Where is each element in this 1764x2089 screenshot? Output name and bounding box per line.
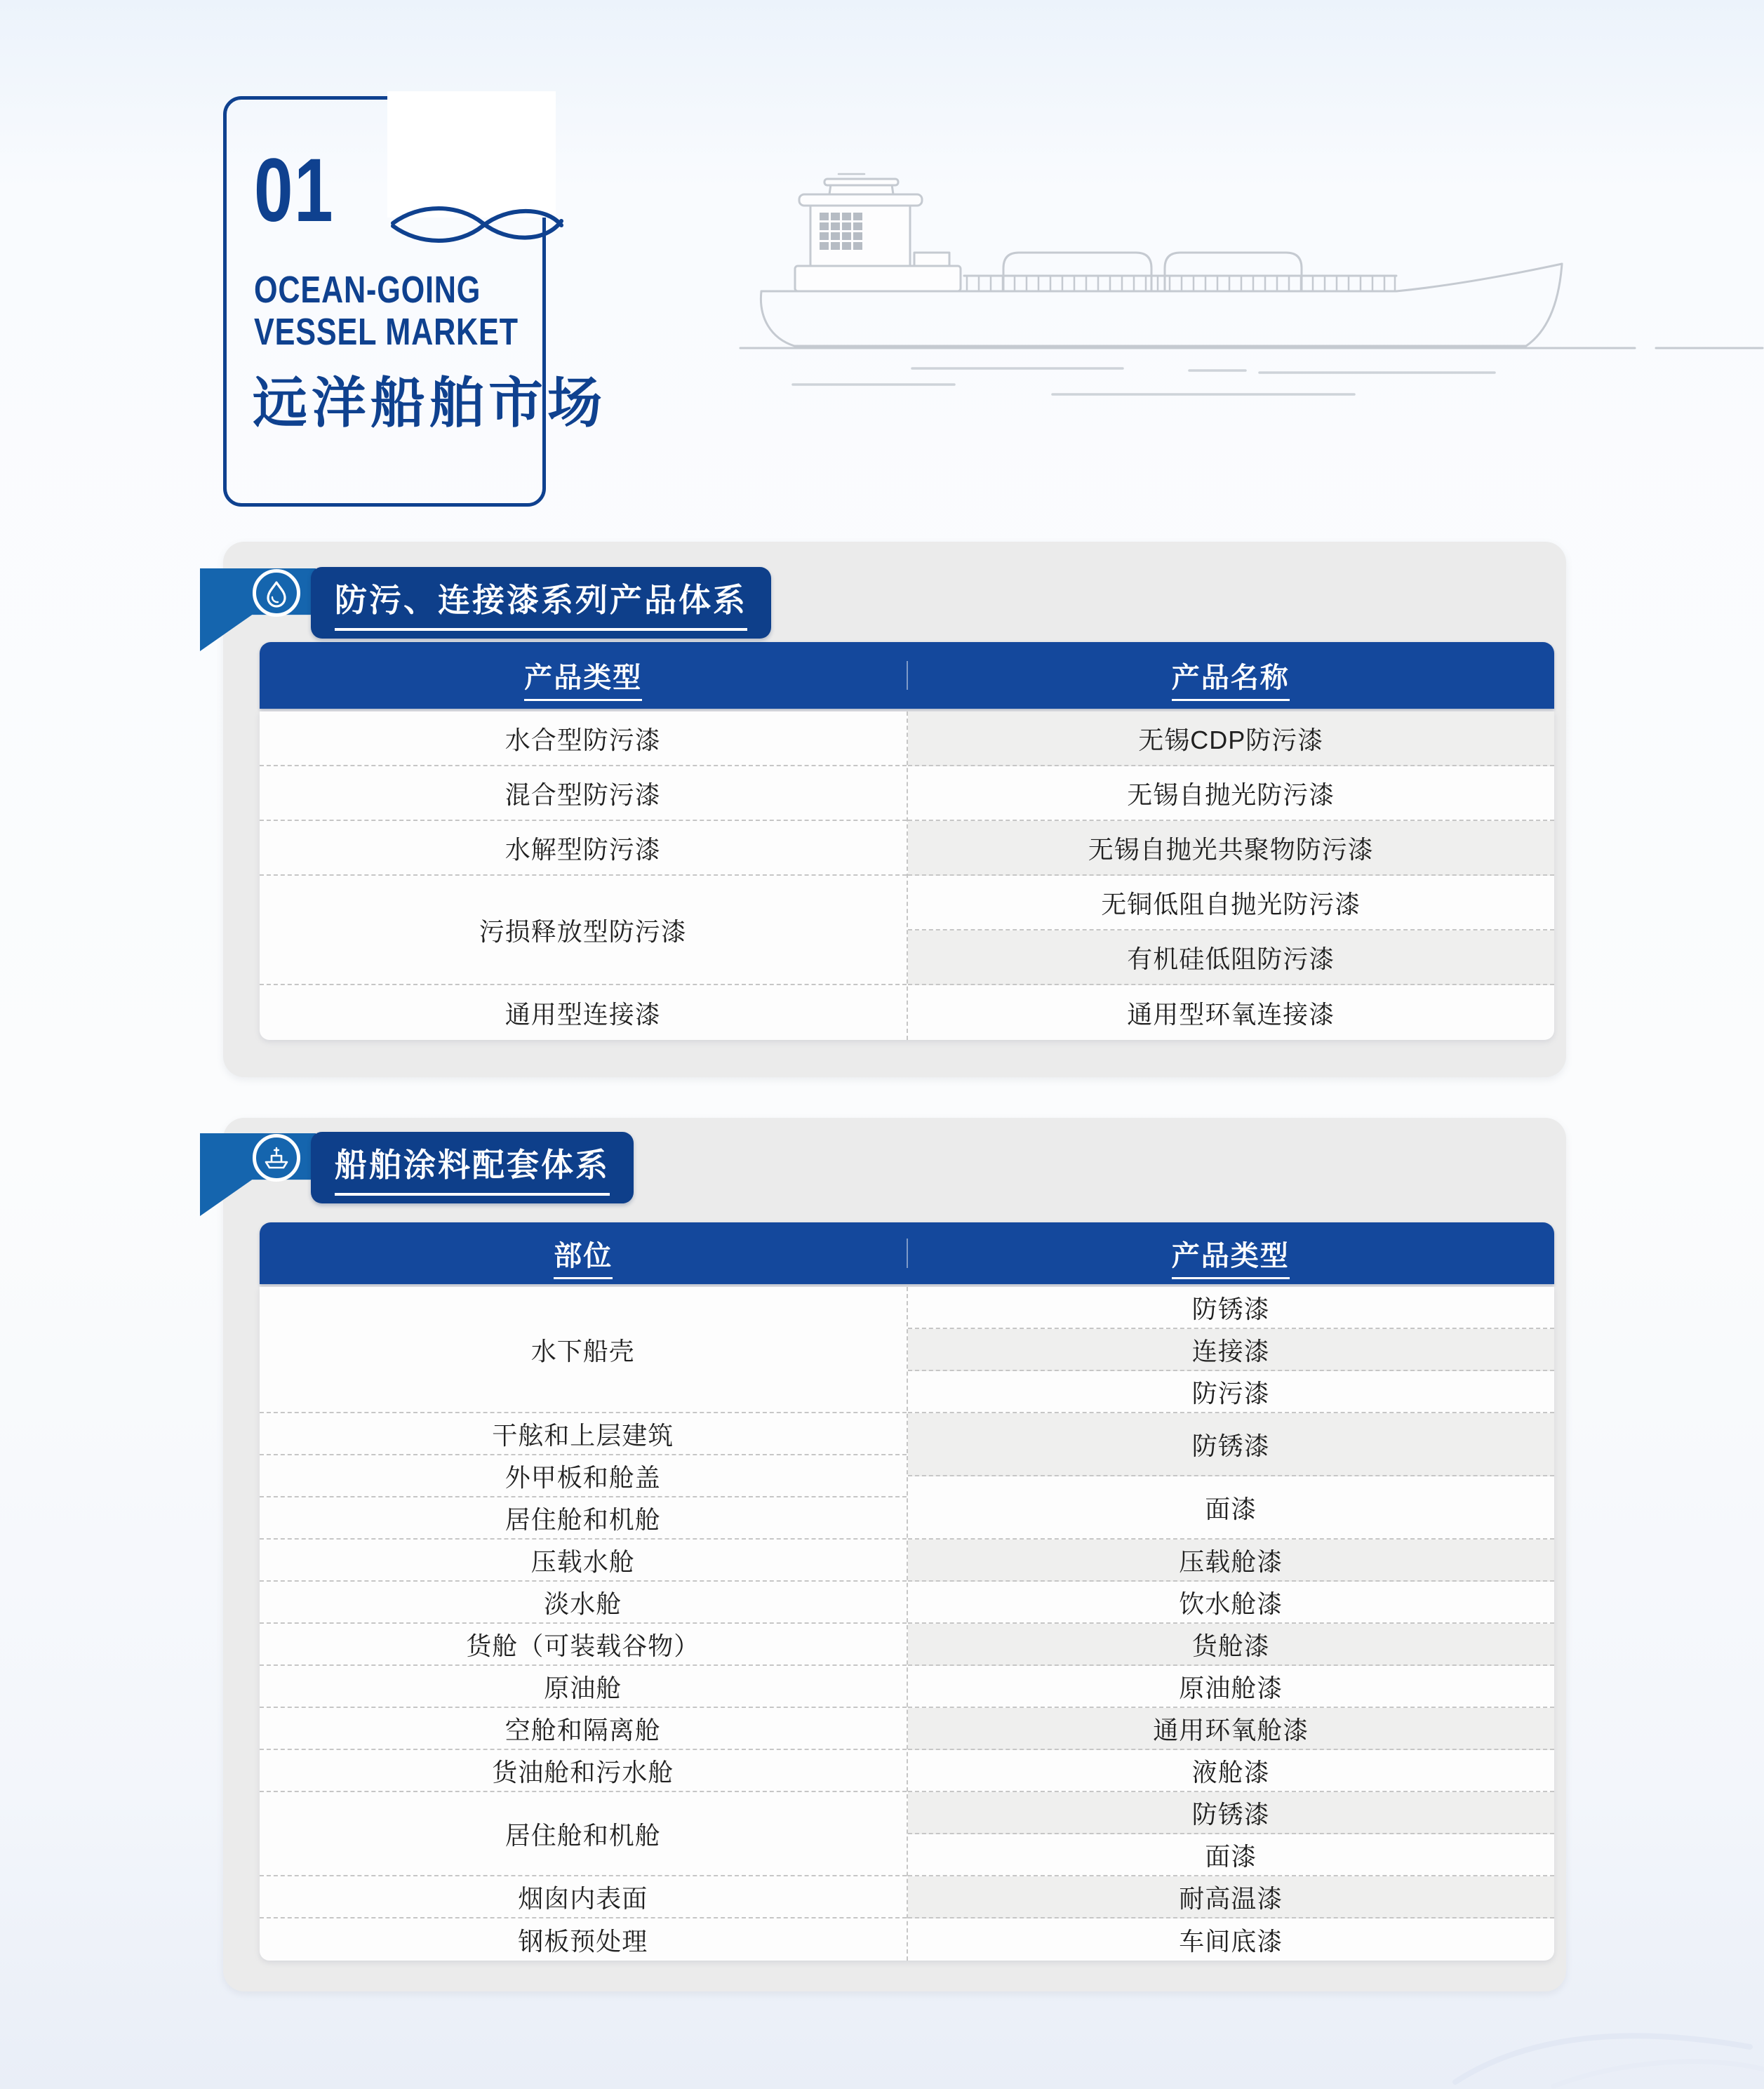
- table-cell: 水下船壳: [260, 1287, 907, 1413]
- table-cell: 通用环氧舱漆: [908, 1708, 1555, 1750]
- table-cell: 水合型防污漆: [260, 712, 907, 766]
- table-body: [260, 712, 1554, 1040]
- table-header: [260, 642, 1554, 709]
- table-cell: 防锈漆: [908, 1287, 1555, 1329]
- decorative-wave: [1413, 1998, 1764, 2089]
- column-header: 产品类型: [260, 655, 907, 695]
- table-cell: 防污漆: [908, 1371, 1555, 1413]
- ship-icon: [253, 1134, 300, 1182]
- table-cell: 通用型环氧连接漆: [1127, 999, 1335, 1029]
- coating-system-table: [260, 1222, 1554, 1961]
- table-cell: 面漆: [908, 1834, 1555, 1876]
- table-column-right: [907, 712, 1555, 1040]
- chapter-number: 01: [254, 140, 335, 241]
- table-cell: 无锡自抛光防污漆: [908, 766, 1555, 821]
- table-cell: 防锈漆: [908, 1413, 1555, 1476]
- table-cell: 车间底漆: [1179, 1926, 1283, 1956]
- table-cell: 无锡CDP防污漆: [908, 712, 1555, 766]
- table-column-left: [260, 712, 907, 1040]
- table-cell: 压载水舱: [260, 1540, 907, 1582]
- table-cell: 居住舱和机舱: [260, 1792, 907, 1876]
- table-cell: 面漆: [908, 1476, 1555, 1540]
- section-banner: [311, 567, 771, 639]
- droplet-icon: [253, 569, 300, 617]
- table-cell: 居住舱和机舱: [260, 1497, 907, 1540]
- table-cell: 压载舱漆: [908, 1540, 1555, 1582]
- table-cell: 货舱漆: [908, 1624, 1555, 1666]
- table-header: [260, 1222, 1554, 1284]
- table-cell: 淡水舱: [260, 1582, 907, 1624]
- section-banner: [311, 1132, 634, 1203]
- table-cell: 外甲板和舱盖: [260, 1455, 907, 1497]
- table-cell: 烟囱内表面: [260, 1876, 907, 1918]
- table-cell: 空舱和隔离舱: [260, 1708, 907, 1750]
- table-cell: 无锡自抛光共聚物防污漆: [908, 821, 1555, 876]
- table-cell: 液舱漆: [908, 1750, 1555, 1792]
- table-cell: 饮水舱漆: [908, 1582, 1555, 1624]
- ship-illustration: [730, 161, 1764, 407]
- table-cell: 无铜低阻自抛光防污漆: [908, 876, 1555, 930]
- table-cell: 货油舱和污水舱: [260, 1750, 907, 1792]
- column-header: 产品名称: [907, 655, 1555, 695]
- table-column-right: [907, 1287, 1555, 1961]
- section-title: 防污、连接漆系列产品体系: [335, 575, 747, 631]
- table-cell: 耐高温漆: [908, 1876, 1555, 1918]
- section-title: 船舶涂料配套体系: [335, 1140, 610, 1196]
- table-cell: 钢板预处理: [518, 1926, 648, 1956]
- badge-title-cn: 远洋船舶市场: [253, 372, 607, 434]
- table-cell: 水解型防污漆: [260, 821, 907, 876]
- table-body: [260, 1287, 1554, 1961]
- table-cell: 有机硅低阻防污漆: [908, 930, 1555, 985]
- column-header: 部位: [260, 1234, 907, 1274]
- table-cell: 货舱（可装载谷物）: [260, 1624, 907, 1666]
- badge-title-en-line1: OCEAN-GOING: [254, 269, 481, 311]
- badge-title-en-line2: VESSEL MARKET: [254, 311, 519, 353]
- column-header: 产品类型: [907, 1234, 1555, 1274]
- table-cell: 污损释放型防污漆: [260, 876, 907, 985]
- table-cell: 原油舱漆: [908, 1666, 1555, 1708]
- table-cell: 通用型连接漆: [505, 999, 661, 1029]
- wave-icon: [385, 86, 568, 246]
- table-cell: 原油舱: [260, 1666, 907, 1708]
- table-cell: 连接漆: [908, 1329, 1555, 1371]
- table-cell: 混合型防污漆: [260, 766, 907, 821]
- table-cell: 干舷和上层建筑: [260, 1413, 907, 1455]
- table-cell: 防锈漆: [908, 1792, 1555, 1834]
- table-column-left: [260, 1287, 907, 1961]
- antifouling-products-table: [260, 642, 1554, 1040]
